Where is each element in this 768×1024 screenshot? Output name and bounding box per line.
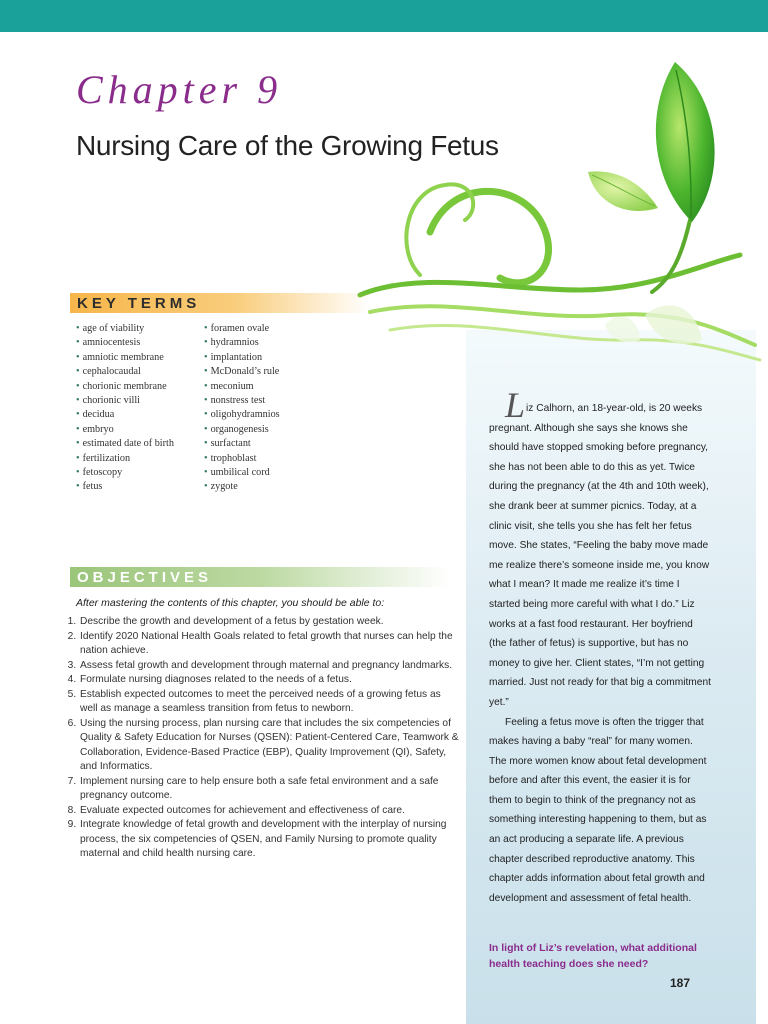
key-term: • implantation <box>204 351 280 365</box>
objective-item: 8. Evaluate expected outcomes for achievement and effectiveness of care. <box>79 804 459 819</box>
key-terms-heading-band <box>70 293 370 313</box>
page-number: 187 <box>670 976 691 990</box>
case-study-text <box>489 385 711 908</box>
key-term: • nonstress test <box>204 394 280 408</box>
case-study-paragraph: Feeling a fetus move is often the trigger that makes having a baby “real” for many women. The more women know about fetal development before and after this event, the easier it is for them to begin to think of the pregnancy not as something interesting happening to them, but as an act producing a separate life. A previous chapter described reproductive anatomy. This chapter adds information about fetal growth and development and assessment of fetal health. <box>489 716 707 904</box>
objective-item: 7. Implement nursing care to help ensure both a safe fetal environment and a safe pregnancy outcome. <box>79 775 459 804</box>
key-term: • hydramnios <box>204 336 280 350</box>
key-term: • cephalocaudal <box>76 365 174 379</box>
key-term: • decidua <box>76 408 174 422</box>
key-term: • zygote <box>204 480 280 494</box>
key-term: • foramen ovale <box>204 322 280 336</box>
top-color-bar <box>0 0 768 32</box>
objectives-heading: OBJECTIVES <box>77 568 213 586</box>
leaf-vine-illustration <box>300 40 768 370</box>
objective-item: 3. Assess fetal growth and development through maternal and pregnancy landmarks. <box>79 659 459 674</box>
key-term: • amniocentesis <box>76 336 174 350</box>
objective-item: 5. Establish expected outcomes to meet the perceived needs of a growing fetus as well as manage a seamless transition from fetus to newborn. <box>79 688 459 717</box>
key-term: • McDonald’s rule <box>204 365 280 379</box>
key-term: • embryo <box>76 423 174 437</box>
key-term: • oligohydramnios <box>204 408 280 422</box>
objectives-heading-band <box>70 567 450 587</box>
chapter-number: Chapter 9 <box>76 67 283 112</box>
case-study-question: In light of Liz’s revelation, what additional health teaching does she need? <box>489 942 697 970</box>
key-terms-list-left <box>76 322 174 495</box>
key-term: • organogenesis <box>204 423 280 437</box>
key-term: • chorionic membrane <box>76 380 174 394</box>
key-term: • surfactant <box>204 437 280 451</box>
key-term: • trophoblast <box>204 452 280 466</box>
drop-cap: L <box>505 385 526 425</box>
chapter-title: Nursing Care of the Growing Fetus <box>76 130 499 161</box>
objective-item: 2. Identify 2020 National Health Goals related to fetal growth that nurses can help the nation achieve. <box>79 630 459 659</box>
objective-item: 6. Using the nursing process, plan nursing care that includes the six competencies of Quality & Safety Education for Nurses (QSEN): Patient-Centered Care, Teamwork & Collaboration, Evidence-Based Practice (EBP), Quality Improvement (QI), Safety, and Informatics. <box>79 717 459 775</box>
key-term: • chorionic villi <box>76 394 174 408</box>
key-term: • fertilization <box>76 452 174 466</box>
key-term: • meconium <box>204 380 280 394</box>
key-term: • fetoscopy <box>76 466 174 480</box>
objectives-intro: After mastering the contents of this chapter, you should be able to: <box>76 597 385 609</box>
key-term: • umbilical cord <box>204 466 280 480</box>
case-study-paragraph <box>489 385 711 713</box>
key-term: • amniotic membrane <box>76 351 174 365</box>
key-terms-heading: KEY TERMS <box>77 294 201 312</box>
objective-item: 1. Describe the growth and development of a fetus by gestation week. <box>79 615 459 630</box>
key-term: • fetus <box>76 480 174 494</box>
case-study-paragraph-text: iz Calhorn, an 18-year-old, is 20 weeks pregnant. Although she says she knows she should have stopped smoking before pregnancy, she has not been able to do this as yet. Twice during the pregnancy (at the 4th and 10th week), she drank beer at summer picnics. Today, at a clinic visit, she tells you she has felt her fetus move. She states, “Feeling the baby move made me realize there’s someone inside me, you know what I mean? It made me realize it’s time I started being more careful with what I do.” Liz works at a fast food restaurant. Her boyfriend (the father of fetus) is supportive, but has no money to give her. Client states, “I’m not getting married. Just not ready for that big a commitment yet.” <box>489 403 711 708</box>
objective-item: 4. Formulate nursing diagnoses related to the needs of a fetus. <box>79 673 459 688</box>
key-term: • age of viability <box>76 322 174 336</box>
key-terms-list-right <box>204 322 280 495</box>
key-term: • estimated date of birth <box>76 437 174 451</box>
objective-item: 9. Integrate knowledge of fetal growth and development with the interplay of nursing process, the six competencies of QSEN, and Family Nursing to promote quality maternal and child health nursing care. <box>79 818 459 862</box>
objectives-list <box>64 615 459 862</box>
